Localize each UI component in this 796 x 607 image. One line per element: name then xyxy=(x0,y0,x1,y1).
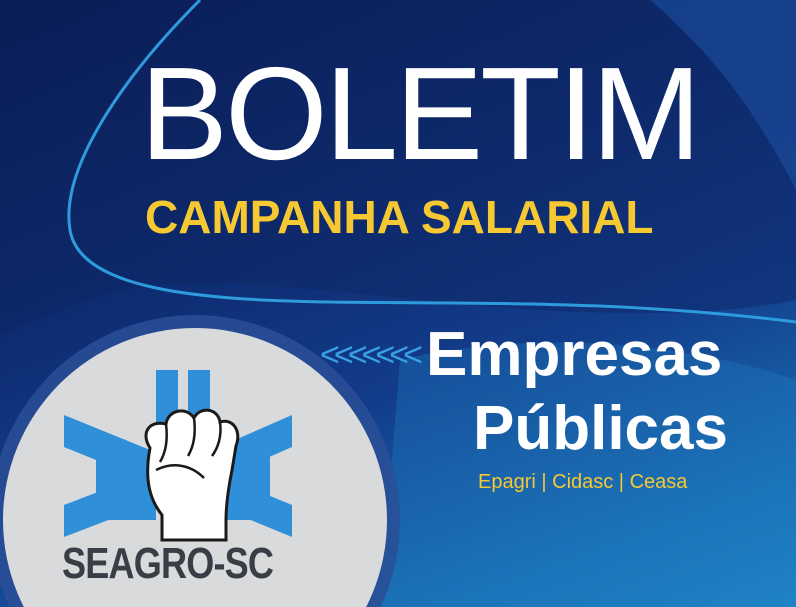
company-list: Epagri | Cidasc | Ceasa xyxy=(478,471,688,493)
logo-name: SEAGRO-SC xyxy=(62,539,274,588)
heading-line-2: Públicas xyxy=(473,394,728,463)
heading-line-1: Empresas xyxy=(426,320,723,389)
poster-subtitle: CAMPANHA SALARIAL xyxy=(145,191,654,243)
poster-title: BOLETIM xyxy=(140,40,699,187)
chevron-arrows-icon: <<<<<<< xyxy=(320,336,417,374)
